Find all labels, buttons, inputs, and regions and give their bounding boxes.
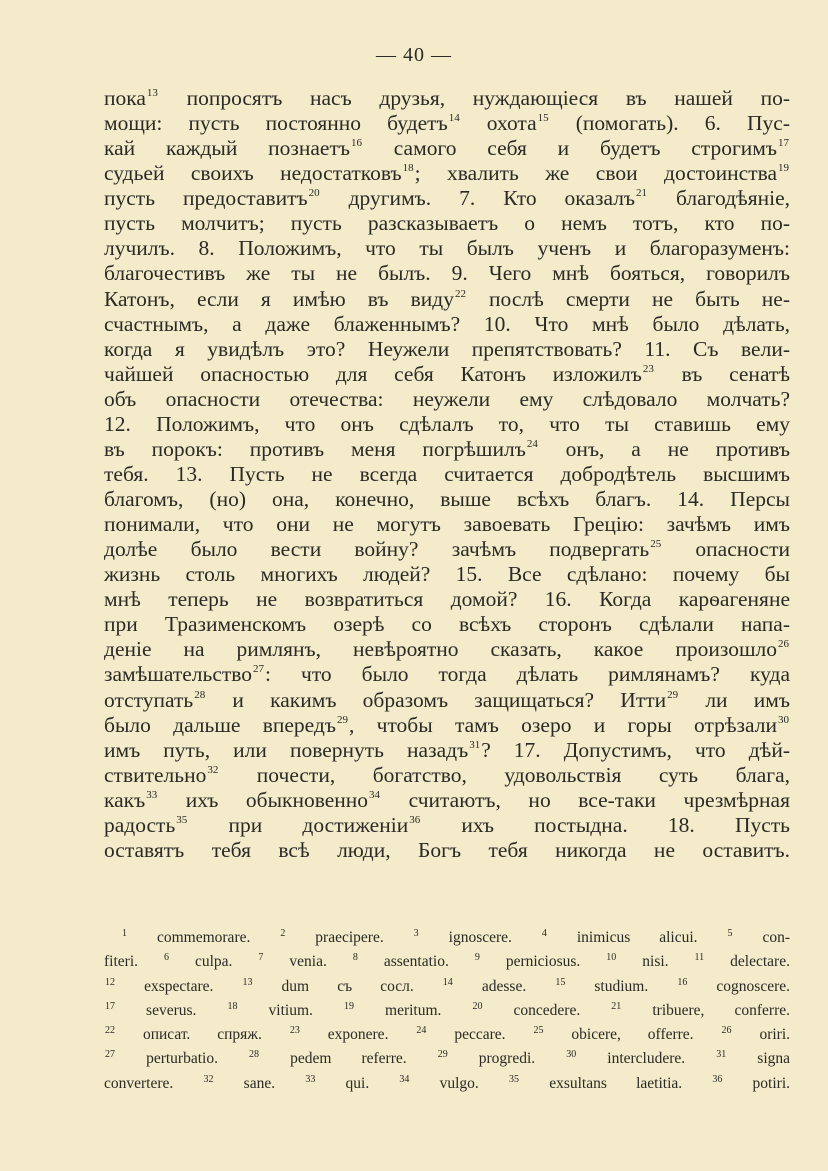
body-line [104,337,790,362]
footnote-marker: 20 [308,187,320,200]
footnote-line [104,975,790,999]
text-segment: и какимъ образомъ защищаться? Итти [206,687,667,712]
body-line [104,186,790,211]
text-segment: assentatio. [358,953,474,971]
footnote-line [104,926,790,950]
footnote-marker: 33 [146,788,158,801]
text-segment: лучилъ. 8. Положимъ, что ты былъ ученъ и благоразуменъ: [104,236,790,261]
text-segment: другимъ. 7. Кто оказалъ [320,186,636,211]
text-segment: кай каждый познаетъ [104,136,350,161]
text-segment: culpa. [170,953,258,971]
text-segment: ; хвалить же свои достоинства [414,161,778,186]
text-segment: судьей своихъ недостатковъ [104,161,402,186]
text-segment: praecipere. [286,929,413,946]
footnote-marker: 16 [350,137,362,150]
text-segment: охота [460,111,537,136]
body-line [104,387,790,412]
footnote-marker: 11 [694,952,705,964]
footnote-marker: 17 [778,137,789,150]
text-segment: почести, богатство, удовольствія суть блага, [219,762,790,787]
text-segment: при Тразименскомъ озерѣ со всѣхъ сторонъ сдѣлали напа- [104,612,790,637]
body-line [104,236,790,261]
text-segment: послѣ смерти не быть не- [466,286,790,311]
body-line [104,612,790,637]
text-segment: мощи: пусть постоянно будетъ [104,111,448,136]
footnote-marker: 29 [336,713,348,726]
text-segment: благомъ, (но) она, конечно, выше всѣхъ благъ. 14. Персы [104,487,790,511]
footnote-line [104,1072,790,1096]
footnote-marker: 33 [305,1073,316,1085]
text-segment: meritum. [354,1001,472,1019]
text-segment: studium. [566,977,677,995]
text-segment: perturbatio. [116,1050,249,1068]
text-segment: dum съ сосл. [253,977,442,995]
body-line [104,738,790,763]
text-segment: какъ [104,787,146,812]
footnote-marker: 19 [778,162,790,175]
text-segment: inimicus alicui. [547,929,727,946]
text-segment: было дальше впередъ [104,712,336,737]
footnotes [104,926,790,1096]
footnote-marker: 21 [611,1000,622,1012]
body-line [104,312,790,337]
text-segment: sane. [214,1074,305,1092]
footnote-marker: 18 [227,1000,238,1012]
text-segment: имъ путь, или повернуть назадъ [104,737,469,762]
body-line [104,662,790,687]
footnote-marker: 13 [146,87,158,99]
text-segment: intercludere. [577,1050,716,1068]
text-segment: пусть молчитъ; пусть разсказываетъ о немъ тотъ, кто по- [104,211,790,236]
text-segment: благочестивъ же ты не былъ. 9. Чего мнѣ бояться, говорилъ [104,261,790,286]
text-segment: vitium. [238,1001,343,1019]
text-segment: пока [104,86,146,110]
text-segment: когда я увидѣлъ это? Неужели препятствовать? 11. Съ вели- [104,336,790,361]
text-segment: exsultans laetitia. [520,1074,712,1092]
footnote-marker: 34 [399,1073,410,1085]
text-segment: въ порокъ: противъ меня погрѣшилъ [104,436,526,461]
text-segment: tribuere, conferre. [622,1001,790,1019]
text-segment: при достиженіи [188,812,409,837]
body-line [104,587,790,612]
text-segment: чайшей опасностью для себя Катонъ изложилъ [104,361,642,386]
text-segment: potiri. [723,1074,791,1092]
footnote-marker: 22 [454,287,466,300]
text-segment: жизнь столь многихъ людей? 15. Все сдѣлано: почему бы [104,562,790,587]
footnote-marker: 6 [164,952,169,964]
text-segment: cognoscere. [688,977,791,995]
text-segment: оставятъ тебя всѣ люди, Богъ тебя никогда не оставитъ. [104,837,790,862]
text-segment: pedem referre. [260,1050,437,1068]
text-segment: concedere. [483,1001,611,1019]
footnote-marker: 31 [716,1049,727,1061]
page-number: — 40 — [376,44,452,66]
footnote-marker: 35 [509,1073,519,1085]
footnote-marker: 36 [712,1073,723,1085]
text-segment: ? 17. Допустимъ, что дѣй- [481,737,790,762]
text-segment: опасности [662,537,790,562]
text-segment: vulgo. [410,1074,508,1092]
footnote-marker: 13 [242,976,253,988]
footnote-marker: 36 [409,813,421,826]
footnote-marker: 14 [442,976,453,988]
footnote-marker: 18 [402,162,414,175]
text-segment: замѣшательство [104,662,253,687]
footnote-marker: 19 [343,1000,354,1012]
text-segment: venia. [264,953,352,971]
body-line [104,688,790,713]
text-segment: : что было тогда дѣлать римлянамъ? куда [265,662,790,687]
text-segment: въ сенатѣ [654,361,790,386]
footnote-marker: 24 [416,1025,427,1037]
footnote-marker: 30 [778,713,789,726]
body-text [104,86,790,863]
footnote-marker: 29 [667,688,679,701]
text-segment: тебя. 13. Пусть не всегда считается добродѣтель высшимъ [104,461,790,486]
text-segment: объ опасности отечества: неужели ему слѣдовало молчать? [104,386,790,411]
footnote-marker: 26 [778,638,789,651]
text-segment: qui. [316,1074,399,1092]
footnote-line [104,950,790,974]
body-line [104,637,790,662]
text-segment: пусть предоставитъ [104,186,308,211]
footnote-line [104,1047,790,1071]
footnote-marker: 2 [280,928,286,939]
text-segment: nisi. [617,953,694,971]
body-line [104,462,790,487]
body-line [104,412,790,437]
text-segment: progredi. [448,1050,566,1068]
footnote-marker: 29 [437,1049,448,1061]
footnote-marker: 32 [203,1073,214,1085]
footnote-marker: 16 [677,976,688,988]
text-segment: signa [727,1050,790,1068]
footnote-marker: 30 [566,1049,577,1061]
footnote-marker: 12 [105,976,115,988]
body-line [104,838,790,863]
body-line [104,437,790,462]
text-segment: радость [104,812,176,837]
text-segment: con- [733,929,790,946]
footnote-marker: 15 [555,976,566,988]
body-line [104,362,790,387]
body-line [104,111,790,136]
text-segment: fiteri. [104,953,163,971]
text-segment: попросятъ насъ друзья, нуждающіеся въ нашей по- [158,86,790,110]
body-line [104,763,790,788]
footnote-marker: 32 [207,763,219,776]
footnote-marker: 21 [636,187,648,200]
text-segment: peccare. [427,1026,533,1044]
footnote-marker: 9 [474,952,480,964]
text-segment: благодѣяніе, [648,186,790,211]
footnote-marker: 25 [533,1025,544,1037]
text-segment: , чтобы тамъ озеро и горы отрѣзали [348,712,777,737]
text-segment: 12. Положимъ, что онъ сдѣлалъ то, что ты ставишь ему [104,411,790,436]
text-segment: самого себя и будетъ строгимъ [362,136,777,161]
text-segment: счастнымъ, а даже блаженнымъ? 10. Что мнѣ было дѣлать, [104,311,790,336]
footnote-marker: 27 [253,663,265,676]
footnote-line [104,999,790,1023]
text-segment: exponere. [300,1026,416,1044]
body-line [104,161,790,186]
text-segment: ignoscere. [419,929,541,946]
text-segment: считаютъ, но все-таки чрезмѣрная [381,787,790,812]
body-line [104,287,790,312]
body-line [104,136,790,161]
text-segment: понимали, что они не могутъ завоевать Грецію: зачѣмъ имъ [104,512,790,537]
footnote-marker: 22 [105,1025,115,1037]
text-segment: мнѣ теперь не возвратиться домой? 16. Когда карѳагеняне [104,587,790,612]
footnote-marker: 10 [606,952,617,964]
footnote-marker: 14 [448,112,460,125]
body-line [104,562,790,587]
text-segment: obicere, offerre. [544,1026,721,1044]
footnote-marker: 31 [469,738,481,751]
text-segment: convertere. [104,1074,203,1092]
text-segment: exspectare. [116,977,242,995]
text-segment: commemorare. [128,929,280,946]
body-line [104,537,790,562]
text-segment: ихъ обыкновенно [158,787,369,812]
text-segment: delectare. [705,953,790,971]
text-segment: ихъ постыдна. 18. Пусть [421,812,790,837]
footnote-marker: 7 [258,952,264,964]
text-segment: деніе на римлянъ, невѣроятно сказать, какое произошло [104,637,777,662]
text-segment: ли имъ [679,687,790,712]
footnote-marker: 1 [122,928,127,939]
body-line [104,487,790,512]
body-line [104,211,790,236]
footnote-marker: 23 [642,362,654,375]
text-segment: (помогать). 6. Пус- [549,111,790,136]
footnote-marker: 26 [721,1025,732,1037]
text-segment: отступать [104,687,194,712]
footnote-marker: 24 [526,437,538,450]
text-segment: ствительно [104,762,207,787]
text-segment: долѣе было вести войну? зачѣмъ подвергать [104,537,650,562]
body-line [104,261,790,286]
footnote-marker: 28 [194,688,206,701]
footnote-marker: 5 [727,928,733,939]
body-line [104,86,790,111]
footnote-marker: 17 [105,1000,115,1012]
body-line [104,813,790,838]
footnote-marker: 34 [369,788,381,801]
body-line [104,713,790,738]
body-line [104,788,790,813]
text-segment: описат. спряж. [116,1026,289,1044]
text-segment: oriri. [732,1026,790,1044]
footnote-marker: 28 [249,1049,260,1061]
text-segment: Катонъ, если я имѣю въ виду [104,286,454,311]
footnote-marker: 20 [472,1000,483,1012]
text-segment: онъ, а не противъ [538,436,790,461]
footnote-marker: 35 [176,813,188,826]
body-line [104,512,790,537]
text-segment: severus. [116,1001,227,1019]
footnote-marker: 8 [352,952,358,964]
footnote-marker: 27 [105,1049,115,1061]
footnote-marker: 15 [537,112,549,125]
footnote-marker: 4 [541,928,547,939]
footnote-marker: 25 [650,538,662,551]
footnote-marker: 3 [413,928,419,939]
footnote-marker: 23 [289,1025,300,1037]
text-segment: perniciosus. [480,953,606,971]
footnote-line [104,1023,790,1047]
text-segment: adesse. [453,977,555,995]
